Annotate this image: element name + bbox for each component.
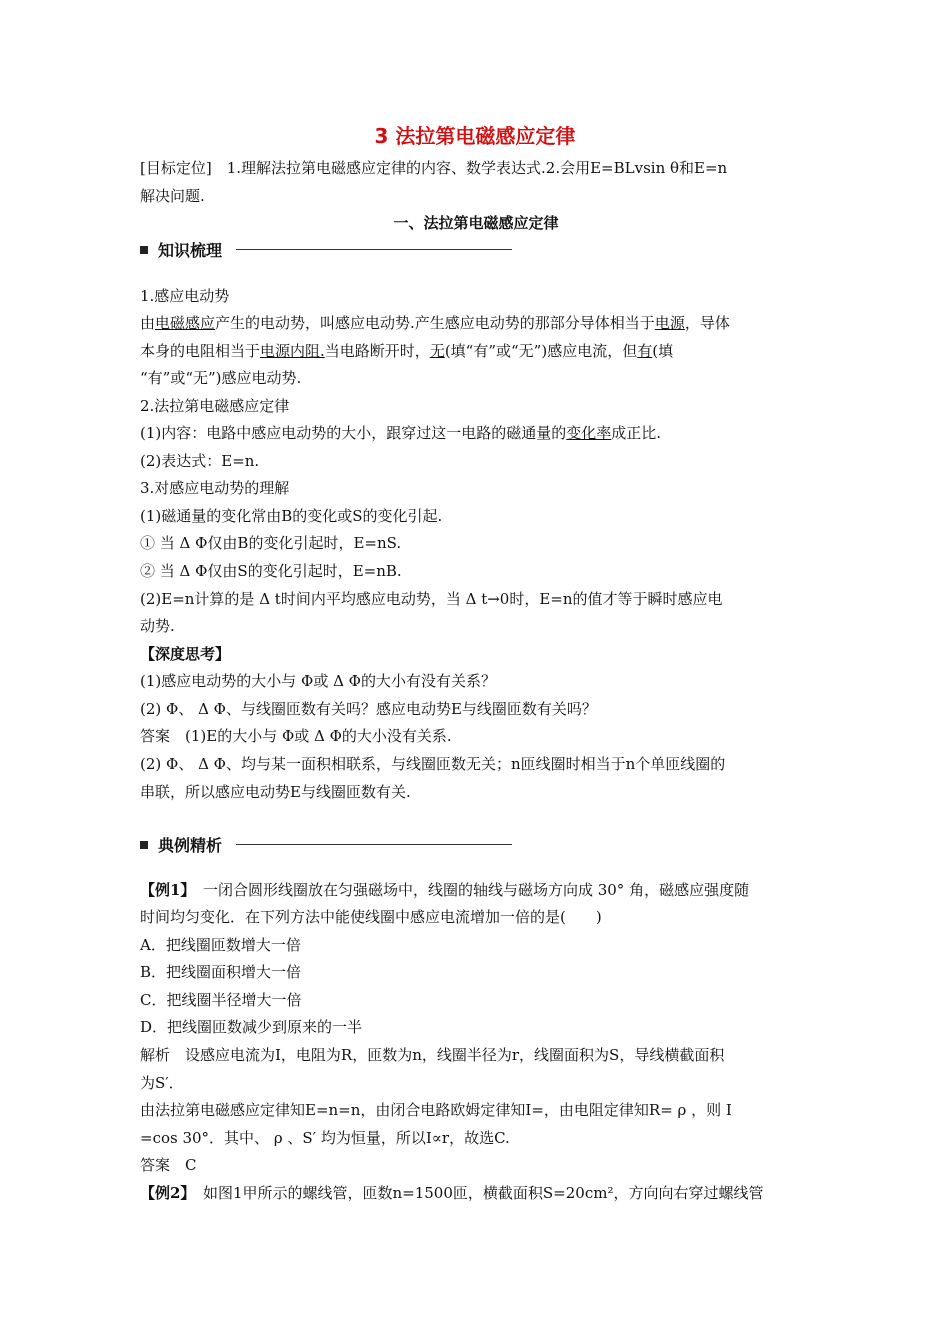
underlined-answer: 电源 [654,314,685,332]
k1-text-line-3: “有”或“无”)感应电动势. [140,369,302,387]
k1-text-line-2 [140,341,812,361]
deep-thinking-label: 【深度思考】 [140,645,231,663]
text: ，导体 [684,314,730,332]
text: 当电路断开时， [324,342,430,360]
text: 由 [140,314,156,332]
text: (1)内容：电路中感应电动势的大小，跟穿过这一电路的磁通量的 [140,424,567,442]
underlined-answer: 有 [637,342,653,360]
k3-item-2-line-1: (2)E=n计算的是 Δ t时间内平均感应电动势，当 Δ t→0时，E=n的值才等于瞬时感应电 [140,590,723,608]
text: 本身的电阻相当于 [140,342,261,360]
objective-line-1: [目标定位] 1.理解法拉第电磁感应定律的内容、数学表达式.2.会用E=BLvsin θ和E=n [140,159,728,177]
k2-content [140,423,812,443]
text: 一闭合圆形线圈放在匀强磁场中，线圈的轴线与磁场方向成 30° 角，磁感应强度随 [187,881,750,899]
solution-line-3: 由法拉第电磁感应定律知E=n=n，由闭合电路欧姆定律知I=，由电阻定律知R= ρ ，则 I [140,1101,732,1119]
k1-text-line-1 [140,313,812,333]
heading-knowledge-text: 知识梳理 [158,241,223,260]
k1-title: 1.感应电动势 [140,287,230,305]
solution-line-1: 解析 设感应电流为I，电阻为R，匝数为n，线圈半径为r，线圈面积为S，导线横截面积 [140,1046,725,1064]
k3-item-2-line-2: 动势. [140,617,175,635]
heading-rule [236,249,512,250]
deep-answer-1: 答案 (1)E的大小与 Φ或 Δ Φ的大小没有关系. [140,727,452,745]
underlined-answer: 电磁感应 [155,314,216,332]
example-label: 【例2】 [140,1184,188,1202]
example-label: 【例1】 [140,881,188,899]
option-d: D．把线圈匝数减少到原来的一半 [140,1018,363,1036]
k2-title: 2.法拉第电磁感应定律 [140,397,290,415]
square-bullet-icon [140,841,148,849]
k2-formula: (2)表达式：E=n. [140,452,260,470]
text: (填 [652,342,674,360]
example-1-line-2: 时间均匀变化．在下列方法中能使线圈中感应电流增加一倍的是( ) [140,908,602,926]
deep-answer-2-line-1: (2) Φ、 Δ Φ、均与某一面积相联系，与线圈匝数无关；n匝线圈时相当于n个单匝线圈的 [140,755,726,773]
k3-title: 3.对感应电动势的理解 [140,479,290,497]
text: (填“有”或“无”)感应电流，但 [444,342,638,360]
deep-question-1: (1)感应电动势的大小与 Φ或 Δ Φ的大小有没有关系？ [140,672,496,690]
section-title: 一、法拉第电磁感应定律 [393,214,559,232]
k3-item-1: (1)磁通量的变化常由B的变化或S的变化引起. [140,507,443,525]
objective-line-2: 解决问题. [140,187,205,205]
square-bullet-icon [140,246,148,254]
heading-examples-text: 典例精析 [158,836,223,855]
option-c: C．把线圈半径增大一倍 [140,991,302,1009]
deep-answer-2-line-2: 串联，所以感应电动势E与线圈匝数有关. [140,783,411,801]
underlined-answer: 电源内阻. [260,342,325,360]
page-title: 3 法拉第电磁感应定律 [374,124,576,148]
underlined-answer: 变化率 [566,424,612,442]
text: 产生的电动势，叫感应电动势.产生感应电动势的那部分导体相当于 [215,314,655,332]
heading-knowledge [140,238,512,261]
example-2-line-1 [140,1183,812,1203]
option-b: B．把线圈面积增大一倍 [140,963,302,981]
deep-question-2: (2) Φ、 Δ Φ、与线圈匝数有关吗？感应电动势E与线圈匝数有关吗？ [140,700,597,718]
solution-line-4: =cos 30°．其中、 ρ 、S′ 均为恒量，所以I∝r，故选C. [140,1129,510,1147]
k3-item-a: ① 当 Δ Φ仅由B的变化引起时，E=nS. [140,534,402,552]
heading-examples [140,833,512,856]
option-a: A．把线圈匝数增大一倍 [140,936,301,954]
heading-rule [236,844,512,845]
solution-line-2: 为S′． [140,1074,184,1092]
example-1-line-1 [140,880,812,900]
k3-item-b: ② 当 Δ Φ仅由S的变化引起时，E=nB. [140,562,402,580]
underlined-answer: 无 [429,342,445,360]
example-1-answer: 答案 C [140,1156,197,1174]
text: 如图1甲所示的螺线管，匝数n=1500匝，横截面积S=20cm²，方向向右穿过螺线管 [187,1184,764,1202]
text: 成正比. [611,424,662,442]
